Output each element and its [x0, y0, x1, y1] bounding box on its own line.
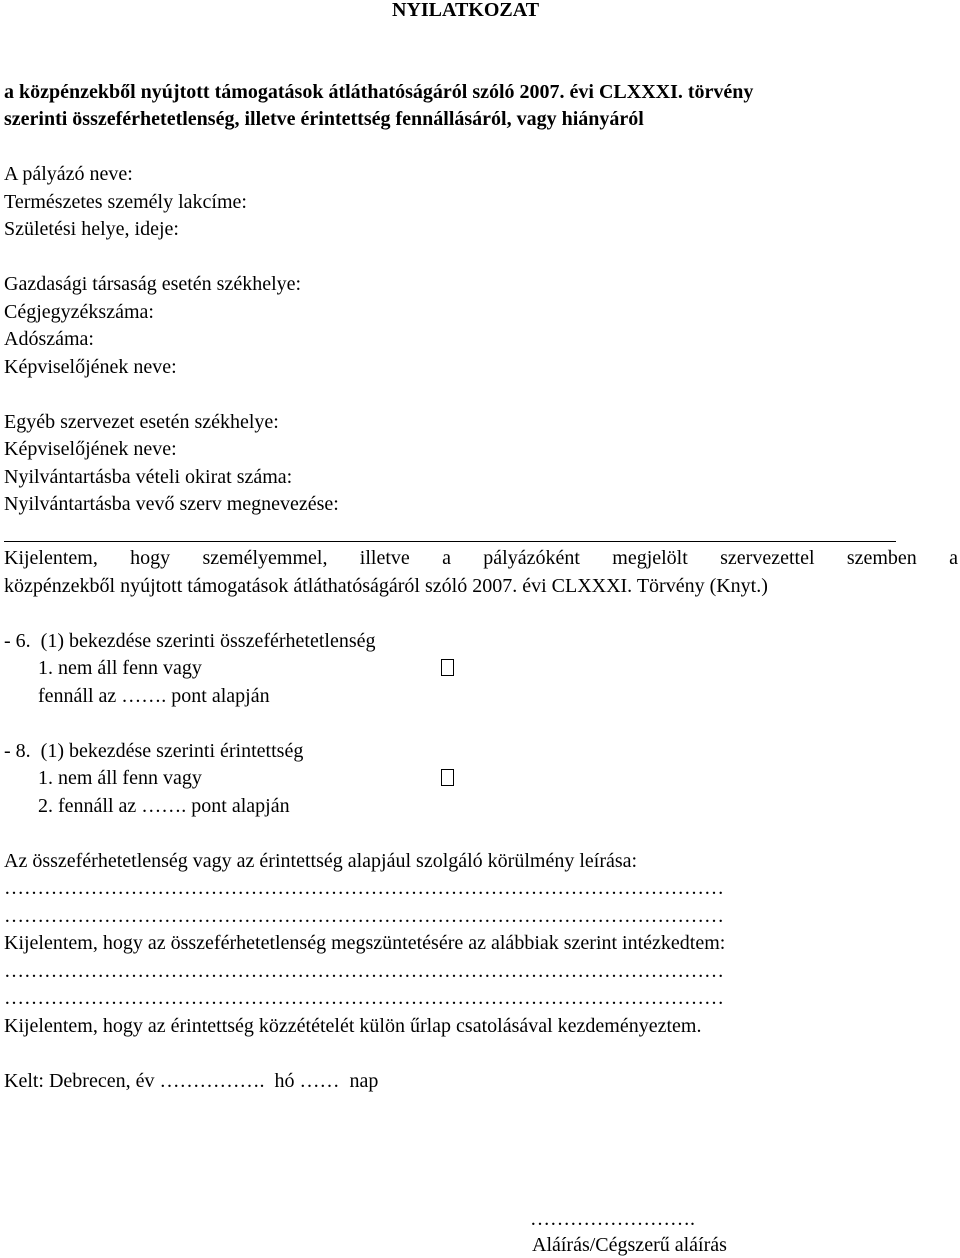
other-org-seat-label: Egyéb szervezet esetén székhelye:	[4, 411, 279, 433]
declaration-intro-line-2: közpénzekből nyújtott támogatások átláthatóságáról szóló 2007. évi CLXXXI. Törvény (Knyt.)	[4, 575, 768, 597]
section-8-option-applicable: 2. fennáll az ……. pont alapján	[38, 795, 290, 817]
subtitle-line-2: szerinti összeférhetetlenség, illetve érintettség fennállásáról, vagy hiányáról	[4, 108, 644, 130]
section-6-heading: - 6. (1) bekezdése szerinti összeférhetetlenség	[4, 630, 376, 652]
publication-statement: Kijelentem, hogy az érintettség közzétételét külön űrlap csatolásával kezdeményeztem.	[4, 1015, 702, 1037]
applicant-name-label: A pályázó neve:	[4, 163, 133, 185]
measures-dots-2[interactable]: ………………………………………………………………………………………………	[4, 987, 724, 1009]
signature-dots[interactable]: …………………….	[530, 1208, 695, 1230]
separator-line	[4, 541, 896, 542]
subtitle-line-1: a közpénzekből nyújtott támogatások átláthatóságáról szóló 2007. évi CLXXXI. törvény	[4, 81, 754, 103]
signature-label: Aláírás/Cégszerű aláírás	[532, 1234, 727, 1256]
section-6-checkbox[interactable]	[441, 659, 454, 676]
section-6-option-applicable: fennáll az ……. pont alapján	[38, 685, 270, 707]
company-representative-label: Képviselőjének neve:	[4, 356, 177, 378]
person-address-label: Természetes személy lakcíme:	[4, 191, 247, 213]
date-line: Kelt: Debrecen, év ……………. hó …… nap	[4, 1070, 379, 1092]
tax-number-label: Adószáma:	[4, 328, 94, 350]
section-6-option-not-applicable: 1. nem áll fenn vagy	[38, 657, 202, 679]
section-8-option-not-applicable: 1. nem áll fenn vagy	[38, 767, 202, 789]
measures-label: Kijelentem, hogy az összeférhetetlenség megszüntetésére az alábbiak szerint intézkedtem:	[4, 932, 726, 954]
conflict-description-label: Az összeférhetetlenség vagy az érintettség alapjául szolgáló körülmény leírása:	[4, 850, 638, 872]
company-registration-label: Cégjegyzékszáma:	[4, 301, 154, 323]
registering-authority-label: Nyilvántartásba vevő szerv megnevezése:	[4, 493, 339, 515]
conflict-description-dots-2[interactable]: ………………………………………………………………………………………………	[4, 905, 724, 927]
document-title: NYILATKOZAT	[392, 0, 540, 21]
other-org-representative-label: Képviselőjének neve:	[4, 438, 177, 460]
section-8-heading: - 8. (1) bekezdése szerinti érintettség	[4, 740, 304, 762]
company-seat-label: Gazdasági társaság esetén székhelye:	[4, 273, 302, 295]
birth-place-date-label: Születési helye, ideje:	[4, 218, 179, 240]
section-8-checkbox[interactable]	[441, 769, 454, 786]
conflict-description-dots-1[interactable]: ………………………………………………………………………………………………	[4, 877, 724, 899]
declaration-intro-line-1: Kijelentem, hogy személyemmel, illetve a pályázóként megjelölt szervezettel szemben a	[4, 547, 958, 569]
registration-document-number-label: Nyilvántartásba vételi okirat száma:	[4, 466, 293, 488]
measures-dots-1[interactable]: ………………………………………………………………………………………………	[4, 960, 724, 982]
